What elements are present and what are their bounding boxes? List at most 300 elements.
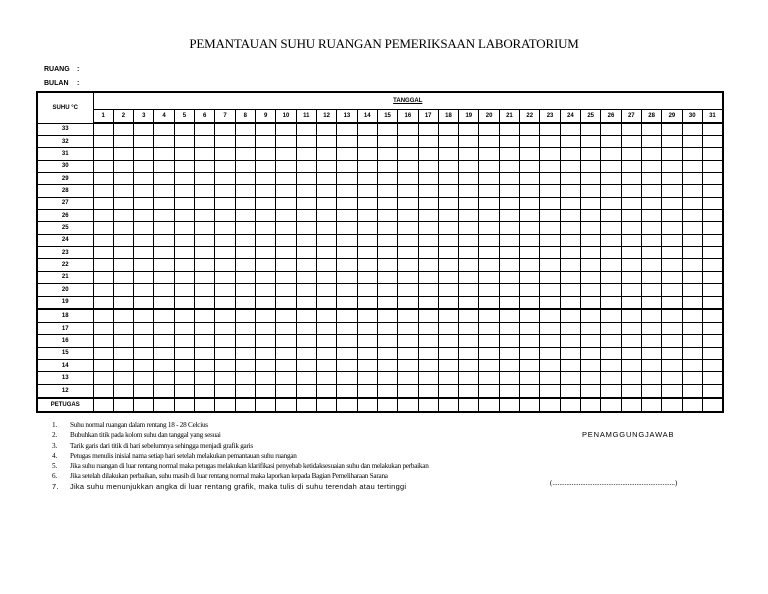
grid-cell[interactable] bbox=[520, 398, 540, 412]
grid-cell[interactable] bbox=[662, 160, 682, 172]
grid-cell[interactable] bbox=[276, 185, 296, 197]
grid-cell[interactable] bbox=[479, 271, 499, 283]
grid-cell[interactable] bbox=[174, 160, 194, 172]
grid-cell[interactable] bbox=[682, 259, 702, 271]
grid-cell[interactable] bbox=[601, 247, 621, 259]
grid-cell[interactable] bbox=[601, 271, 621, 283]
grid-cell[interactable] bbox=[276, 323, 296, 335]
grid-cell[interactable] bbox=[682, 347, 702, 359]
grid-cell[interactable] bbox=[337, 222, 357, 234]
grid-cell[interactable] bbox=[377, 309, 397, 322]
grid-cell[interactable] bbox=[479, 210, 499, 222]
grid-cell[interactable] bbox=[499, 296, 519, 309]
grid-cell[interactable] bbox=[235, 210, 255, 222]
grid-cell[interactable] bbox=[479, 197, 499, 209]
grid-cell[interactable] bbox=[377, 384, 397, 397]
grid-cell[interactable] bbox=[316, 247, 336, 259]
grid-cell[interactable] bbox=[215, 284, 235, 296]
grid-cell[interactable] bbox=[662, 222, 682, 234]
grid-cell[interactable] bbox=[459, 284, 479, 296]
grid-cell[interactable] bbox=[560, 135, 580, 147]
grid-cell[interactable] bbox=[702, 234, 723, 246]
grid-cell[interactable] bbox=[195, 210, 215, 222]
grid-cell[interactable] bbox=[581, 296, 601, 309]
grid-cell[interactable] bbox=[235, 284, 255, 296]
grid-cell[interactable] bbox=[702, 347, 723, 359]
grid-cell[interactable] bbox=[337, 234, 357, 246]
grid-cell[interactable] bbox=[601, 185, 621, 197]
grid-cell[interactable] bbox=[459, 323, 479, 335]
grid-cell[interactable] bbox=[337, 271, 357, 283]
grid-cell[interactable] bbox=[520, 360, 540, 372]
grid-cell[interactable] bbox=[520, 185, 540, 197]
grid-cell[interactable] bbox=[215, 271, 235, 283]
grid-cell[interactable] bbox=[377, 210, 397, 222]
grid-cell[interactable] bbox=[276, 372, 296, 384]
grid-cell[interactable] bbox=[662, 296, 682, 309]
grid-cell[interactable] bbox=[438, 335, 458, 347]
grid-cell[interactable] bbox=[276, 123, 296, 135]
grid-cell[interactable] bbox=[357, 135, 377, 147]
grid-cell[interactable] bbox=[621, 323, 641, 335]
grid-cell[interactable] bbox=[235, 384, 255, 397]
grid-cell[interactable] bbox=[235, 148, 255, 160]
grid-cell[interactable] bbox=[276, 247, 296, 259]
grid-cell[interactable] bbox=[195, 197, 215, 209]
grid-cell[interactable] bbox=[601, 160, 621, 172]
grid-cell[interactable] bbox=[702, 172, 723, 184]
grid-cell[interactable] bbox=[276, 347, 296, 359]
grid-cell[interactable] bbox=[134, 222, 154, 234]
grid-cell[interactable] bbox=[154, 172, 174, 184]
grid-cell[interactable] bbox=[641, 185, 661, 197]
grid-cell[interactable] bbox=[438, 296, 458, 309]
grid-cell[interactable] bbox=[276, 210, 296, 222]
grid-cell[interactable] bbox=[702, 148, 723, 160]
grid-cell[interactable] bbox=[438, 323, 458, 335]
grid-cell[interactable] bbox=[296, 360, 316, 372]
grid-cell[interactable] bbox=[235, 160, 255, 172]
grid-cell[interactable] bbox=[174, 398, 194, 412]
grid-cell[interactable] bbox=[499, 197, 519, 209]
grid-cell[interactable] bbox=[256, 309, 276, 322]
grid-cell[interactable] bbox=[256, 222, 276, 234]
grid-cell[interactable] bbox=[540, 197, 560, 209]
grid-cell[interactable] bbox=[418, 172, 438, 184]
grid-cell[interactable] bbox=[195, 172, 215, 184]
grid-cell[interactable] bbox=[581, 323, 601, 335]
grid-cell[interactable] bbox=[215, 296, 235, 309]
grid-cell[interactable] bbox=[276, 148, 296, 160]
grid-cell[interactable] bbox=[357, 148, 377, 160]
grid-cell[interactable] bbox=[601, 210, 621, 222]
grid-cell[interactable] bbox=[418, 398, 438, 412]
grid-cell[interactable] bbox=[520, 284, 540, 296]
grid-cell[interactable] bbox=[174, 271, 194, 283]
grid-cell[interactable] bbox=[113, 123, 133, 135]
grid-cell[interactable] bbox=[520, 259, 540, 271]
grid-cell[interactable] bbox=[398, 271, 418, 283]
grid-cell[interactable] bbox=[520, 309, 540, 322]
grid-cell[interactable] bbox=[134, 185, 154, 197]
grid-cell[interactable] bbox=[641, 123, 661, 135]
grid-cell[interactable] bbox=[621, 384, 641, 397]
grid-cell[interactable] bbox=[276, 398, 296, 412]
grid-cell[interactable] bbox=[235, 259, 255, 271]
grid-cell[interactable] bbox=[154, 123, 174, 135]
grid-cell[interactable] bbox=[540, 271, 560, 283]
grid-cell[interactable] bbox=[662, 123, 682, 135]
grid-cell[interactable] bbox=[418, 135, 438, 147]
grid-cell[interactable] bbox=[256, 259, 276, 271]
grid-cell[interactable] bbox=[113, 296, 133, 309]
grid-cell[interactable] bbox=[560, 347, 580, 359]
grid-cell[interactable] bbox=[316, 222, 336, 234]
grid-cell[interactable] bbox=[581, 172, 601, 184]
grid-cell[interactable] bbox=[438, 123, 458, 135]
grid-cell[interactable] bbox=[662, 197, 682, 209]
grid-cell[interactable] bbox=[702, 210, 723, 222]
grid-cell[interactable] bbox=[316, 384, 336, 397]
grid-cell[interactable] bbox=[459, 259, 479, 271]
grid-cell[interactable] bbox=[520, 160, 540, 172]
grid-cell[interactable] bbox=[235, 222, 255, 234]
grid-cell[interactable] bbox=[357, 384, 377, 397]
grid-cell[interactable] bbox=[256, 323, 276, 335]
grid-cell[interactable] bbox=[499, 398, 519, 412]
grid-cell[interactable] bbox=[520, 384, 540, 397]
grid-cell[interactable] bbox=[337, 135, 357, 147]
grid-cell[interactable] bbox=[215, 172, 235, 184]
grid-cell[interactable] bbox=[540, 347, 560, 359]
grid-cell[interactable] bbox=[601, 172, 621, 184]
grid-cell[interactable] bbox=[581, 197, 601, 209]
grid-cell[interactable] bbox=[560, 259, 580, 271]
grid-cell[interactable] bbox=[581, 372, 601, 384]
grid-cell[interactable] bbox=[93, 398, 113, 412]
grid-cell[interactable] bbox=[174, 148, 194, 160]
grid-cell[interactable] bbox=[215, 247, 235, 259]
grid-cell[interactable] bbox=[662, 234, 682, 246]
grid-cell[interactable] bbox=[641, 296, 661, 309]
grid-cell[interactable] bbox=[520, 210, 540, 222]
grid-cell[interactable] bbox=[621, 197, 641, 209]
grid-cell[interactable] bbox=[540, 160, 560, 172]
grid-cell[interactable] bbox=[174, 296, 194, 309]
grid-cell[interactable] bbox=[520, 347, 540, 359]
grid-cell[interactable] bbox=[459, 135, 479, 147]
grid-cell[interactable] bbox=[398, 309, 418, 322]
grid-cell[interactable] bbox=[438, 247, 458, 259]
grid-cell[interactable] bbox=[154, 247, 174, 259]
grid-cell[interactable] bbox=[459, 185, 479, 197]
grid-cell[interactable] bbox=[479, 384, 499, 397]
grid-cell[interactable] bbox=[418, 247, 438, 259]
grid-cell[interactable] bbox=[154, 372, 174, 384]
grid-cell[interactable] bbox=[316, 197, 336, 209]
grid-cell[interactable] bbox=[195, 135, 215, 147]
grid-cell[interactable] bbox=[93, 323, 113, 335]
grid-cell[interactable] bbox=[662, 210, 682, 222]
grid-cell[interactable] bbox=[113, 360, 133, 372]
grid-cell[interactable] bbox=[377, 398, 397, 412]
grid-cell[interactable] bbox=[337, 284, 357, 296]
grid-cell[interactable] bbox=[93, 160, 113, 172]
grid-cell[interactable] bbox=[601, 148, 621, 160]
grid-cell[interactable] bbox=[581, 234, 601, 246]
grid-cell[interactable] bbox=[581, 123, 601, 135]
grid-cell[interactable] bbox=[235, 172, 255, 184]
grid-cell[interactable] bbox=[398, 210, 418, 222]
grid-cell[interactable] bbox=[479, 296, 499, 309]
grid-cell[interactable] bbox=[337, 247, 357, 259]
grid-cell[interactable] bbox=[235, 123, 255, 135]
grid-cell[interactable] bbox=[540, 284, 560, 296]
grid-cell[interactable] bbox=[113, 335, 133, 347]
grid-cell[interactable] bbox=[479, 309, 499, 322]
grid-cell[interactable] bbox=[560, 384, 580, 397]
grid-cell[interactable] bbox=[641, 384, 661, 397]
grid-cell[interactable] bbox=[174, 222, 194, 234]
grid-cell[interactable] bbox=[93, 347, 113, 359]
grid-cell[interactable] bbox=[459, 296, 479, 309]
grid-cell[interactable] bbox=[540, 335, 560, 347]
grid-cell[interactable] bbox=[235, 323, 255, 335]
grid-cell[interactable] bbox=[256, 123, 276, 135]
grid-cell[interactable] bbox=[418, 347, 438, 359]
grid-cell[interactable] bbox=[641, 372, 661, 384]
grid-cell[interactable] bbox=[296, 210, 316, 222]
grid-cell[interactable] bbox=[316, 335, 336, 347]
grid-cell[interactable] bbox=[621, 247, 641, 259]
grid-cell[interactable] bbox=[418, 123, 438, 135]
grid-cell[interactable] bbox=[520, 123, 540, 135]
grid-cell[interactable] bbox=[540, 234, 560, 246]
grid-cell[interactable] bbox=[581, 148, 601, 160]
grid-cell[interactable] bbox=[459, 234, 479, 246]
grid-cell[interactable] bbox=[560, 284, 580, 296]
grid-cell[interactable] bbox=[357, 372, 377, 384]
grid-cell[interactable] bbox=[154, 309, 174, 322]
grid-cell[interactable] bbox=[195, 247, 215, 259]
grid-cell[interactable] bbox=[459, 222, 479, 234]
grid-cell[interactable] bbox=[581, 247, 601, 259]
grid-cell[interactable] bbox=[235, 360, 255, 372]
grid-cell[interactable] bbox=[682, 160, 702, 172]
grid-cell[interactable] bbox=[134, 398, 154, 412]
grid-cell[interactable] bbox=[154, 185, 174, 197]
grid-cell[interactable] bbox=[499, 135, 519, 147]
grid-cell[interactable] bbox=[316, 135, 336, 147]
grid-cell[interactable] bbox=[276, 222, 296, 234]
grid-cell[interactable] bbox=[540, 172, 560, 184]
grid-cell[interactable] bbox=[560, 309, 580, 322]
grid-cell[interactable] bbox=[438, 384, 458, 397]
grid-cell[interactable] bbox=[540, 259, 560, 271]
grid-cell[interactable] bbox=[93, 296, 113, 309]
grid-cell[interactable] bbox=[134, 160, 154, 172]
grid-cell[interactable] bbox=[377, 197, 397, 209]
grid-cell[interactable] bbox=[621, 135, 641, 147]
grid-cell[interactable] bbox=[215, 210, 235, 222]
grid-cell[interactable] bbox=[357, 398, 377, 412]
grid-cell[interactable] bbox=[337, 347, 357, 359]
grid-cell[interactable] bbox=[256, 335, 276, 347]
grid-cell[interactable] bbox=[215, 234, 235, 246]
grid-cell[interactable] bbox=[316, 296, 336, 309]
grid-cell[interactable] bbox=[499, 185, 519, 197]
grid-cell[interactable] bbox=[581, 271, 601, 283]
grid-cell[interactable] bbox=[702, 296, 723, 309]
grid-cell[interactable] bbox=[601, 335, 621, 347]
grid-cell[interactable] bbox=[601, 323, 621, 335]
grid-cell[interactable] bbox=[195, 347, 215, 359]
grid-cell[interactable] bbox=[581, 135, 601, 147]
grid-cell[interactable] bbox=[601, 372, 621, 384]
grid-cell[interactable] bbox=[195, 148, 215, 160]
grid-cell[interactable] bbox=[113, 197, 133, 209]
grid-cell[interactable] bbox=[154, 284, 174, 296]
grid-cell[interactable] bbox=[702, 335, 723, 347]
grid-cell[interactable] bbox=[702, 259, 723, 271]
grid-cell[interactable] bbox=[621, 123, 641, 135]
grid-cell[interactable] bbox=[316, 284, 336, 296]
grid-cell[interactable] bbox=[357, 284, 377, 296]
grid-cell[interactable] bbox=[256, 210, 276, 222]
grid-cell[interactable] bbox=[256, 172, 276, 184]
grid-cell[interactable] bbox=[357, 347, 377, 359]
grid-cell[interactable] bbox=[316, 123, 336, 135]
grid-cell[interactable] bbox=[154, 335, 174, 347]
grid-cell[interactable] bbox=[398, 384, 418, 397]
grid-cell[interactable] bbox=[601, 384, 621, 397]
grid-cell[interactable] bbox=[154, 271, 174, 283]
grid-cell[interactable] bbox=[398, 347, 418, 359]
grid-cell[interactable] bbox=[479, 323, 499, 335]
grid-cell[interactable] bbox=[418, 259, 438, 271]
grid-cell[interactable] bbox=[398, 284, 418, 296]
grid-cell[interactable] bbox=[702, 372, 723, 384]
grid-cell[interactable] bbox=[113, 309, 133, 322]
grid-cell[interactable] bbox=[540, 222, 560, 234]
grid-cell[interactable] bbox=[560, 222, 580, 234]
grid-cell[interactable] bbox=[621, 210, 641, 222]
grid-cell[interactable] bbox=[113, 259, 133, 271]
grid-cell[interactable] bbox=[215, 360, 235, 372]
grid-cell[interactable] bbox=[581, 347, 601, 359]
grid-cell[interactable] bbox=[499, 347, 519, 359]
grid-cell[interactable] bbox=[662, 323, 682, 335]
grid-cell[interactable] bbox=[560, 335, 580, 347]
grid-cell[interactable] bbox=[662, 135, 682, 147]
grid-cell[interactable] bbox=[316, 172, 336, 184]
grid-cell[interactable] bbox=[93, 335, 113, 347]
grid-cell[interactable] bbox=[682, 271, 702, 283]
grid-cell[interactable] bbox=[337, 296, 357, 309]
grid-cell[interactable] bbox=[479, 185, 499, 197]
grid-cell[interactable] bbox=[134, 210, 154, 222]
grid-cell[interactable] bbox=[560, 323, 580, 335]
grid-cell[interactable] bbox=[377, 347, 397, 359]
grid-cell[interactable] bbox=[337, 172, 357, 184]
grid-cell[interactable] bbox=[337, 323, 357, 335]
grid-cell[interactable] bbox=[195, 185, 215, 197]
grid-cell[interactable] bbox=[174, 323, 194, 335]
grid-cell[interactable] bbox=[560, 185, 580, 197]
grid-cell[interactable] bbox=[438, 271, 458, 283]
grid-cell[interactable] bbox=[398, 197, 418, 209]
grid-cell[interactable] bbox=[195, 296, 215, 309]
grid-cell[interactable] bbox=[459, 372, 479, 384]
grid-cell[interactable] bbox=[702, 197, 723, 209]
grid-cell[interactable] bbox=[499, 384, 519, 397]
grid-cell[interactable] bbox=[154, 398, 174, 412]
grid-cell[interactable] bbox=[337, 185, 357, 197]
grid-cell[interactable] bbox=[134, 296, 154, 309]
grid-cell[interactable] bbox=[398, 259, 418, 271]
grid-cell[interactable] bbox=[357, 160, 377, 172]
grid-cell[interactable] bbox=[337, 360, 357, 372]
grid-cell[interactable] bbox=[357, 222, 377, 234]
grid-cell[interactable] bbox=[581, 210, 601, 222]
grid-cell[interactable] bbox=[195, 284, 215, 296]
grid-cell[interactable] bbox=[134, 123, 154, 135]
grid-cell[interactable] bbox=[540, 210, 560, 222]
grid-cell[interactable] bbox=[357, 123, 377, 135]
grid-cell[interactable] bbox=[256, 160, 276, 172]
grid-cell[interactable] bbox=[154, 222, 174, 234]
grid-cell[interactable] bbox=[520, 172, 540, 184]
grid-cell[interactable] bbox=[256, 296, 276, 309]
grid-cell[interactable] bbox=[377, 360, 397, 372]
grid-cell[interactable] bbox=[296, 234, 316, 246]
grid-cell[interactable] bbox=[296, 323, 316, 335]
grid-cell[interactable] bbox=[195, 335, 215, 347]
grid-cell[interactable] bbox=[540, 398, 560, 412]
grid-cell[interactable] bbox=[296, 372, 316, 384]
grid-cell[interactable] bbox=[195, 384, 215, 397]
grid-cell[interactable] bbox=[641, 259, 661, 271]
grid-cell[interactable] bbox=[682, 210, 702, 222]
grid-cell[interactable] bbox=[195, 360, 215, 372]
grid-cell[interactable] bbox=[459, 271, 479, 283]
grid-cell[interactable] bbox=[560, 197, 580, 209]
grid-cell[interactable] bbox=[621, 360, 641, 372]
grid-cell[interactable] bbox=[581, 398, 601, 412]
grid-cell[interactable] bbox=[174, 135, 194, 147]
grid-cell[interactable] bbox=[499, 335, 519, 347]
grid-cell[interactable] bbox=[662, 309, 682, 322]
grid-cell[interactable] bbox=[195, 222, 215, 234]
grid-cell[interactable] bbox=[418, 234, 438, 246]
grid-cell[interactable] bbox=[256, 148, 276, 160]
grid-cell[interactable] bbox=[662, 347, 682, 359]
grid-cell[interactable] bbox=[438, 398, 458, 412]
grid-cell[interactable] bbox=[702, 271, 723, 283]
grid-cell[interactable] bbox=[398, 222, 418, 234]
grid-cell[interactable] bbox=[662, 284, 682, 296]
grid-cell[interactable] bbox=[438, 360, 458, 372]
grid-cell[interactable] bbox=[276, 172, 296, 184]
grid-cell[interactable] bbox=[459, 210, 479, 222]
grid-cell[interactable] bbox=[520, 335, 540, 347]
grid-cell[interactable] bbox=[459, 309, 479, 322]
grid-cell[interactable] bbox=[296, 259, 316, 271]
grid-cell[interactable] bbox=[479, 372, 499, 384]
grid-cell[interactable] bbox=[520, 372, 540, 384]
grid-cell[interactable] bbox=[560, 372, 580, 384]
grid-cell[interactable] bbox=[418, 372, 438, 384]
